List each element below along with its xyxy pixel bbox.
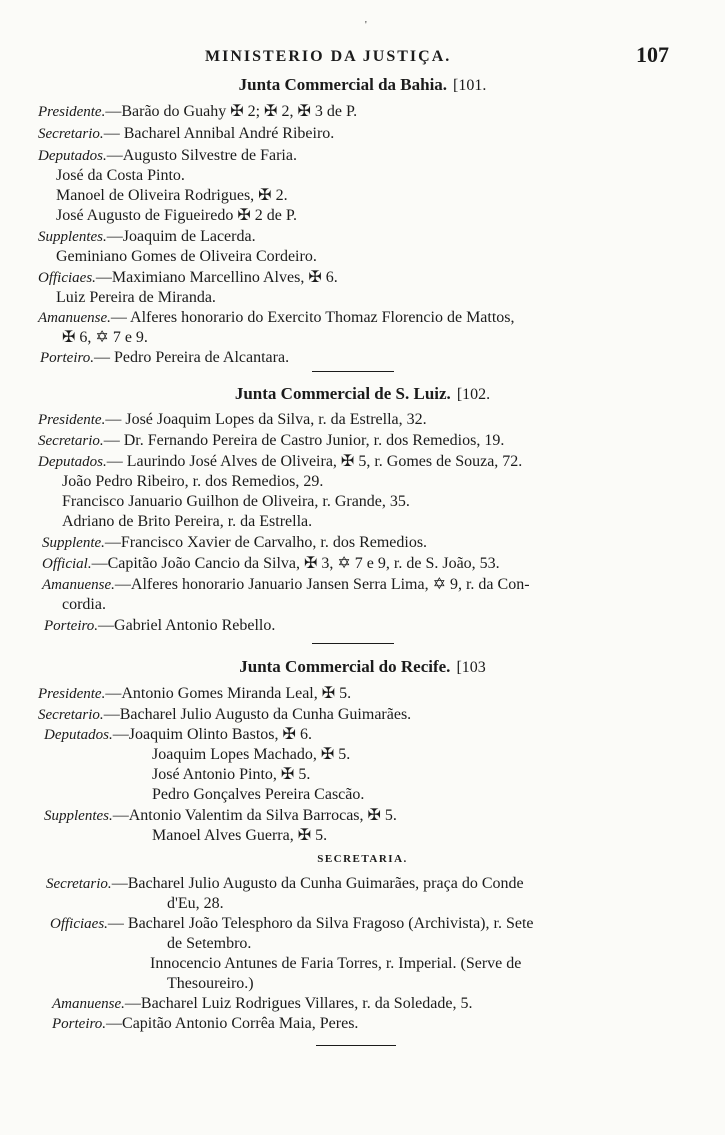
entry-line <box>167 934 251 954</box>
section-divider <box>312 371 394 372</box>
entry-text: de Setembro. <box>167 935 252 952</box>
role-label: Porteiro. <box>44 618 99 634</box>
entry-text: —Alferes honorario Januario Jansen Serra Lima, ✡ 9, r. da Con- <box>114 576 530 593</box>
role-label: Presidente. <box>38 412 106 428</box>
entry-line <box>62 492 410 512</box>
entry-text: —Joaquim Olinto Bastos, ✠ 6. <box>112 726 312 743</box>
entry-line <box>38 705 411 725</box>
entry-text: José Antonio Pinto, ✠ 5. <box>152 766 311 783</box>
entry-text: — Dr. Fernando Pereira de Castro Junior, r. dos Remedios, 19. <box>103 432 505 449</box>
entry-text: —Barão do Guahy ✠ 2; ✠ 2, ✠ 3 de P. <box>105 103 358 120</box>
entry-line <box>56 206 297 226</box>
role-label: Porteiro. <box>40 350 95 366</box>
entry-line <box>150 954 521 974</box>
entry-text: ✠ 6, ✡ 7 e 9. <box>62 329 148 346</box>
running-head <box>0 42 725 68</box>
role-label: Supplente. <box>42 535 105 551</box>
role-label: Supplentes. <box>44 808 113 824</box>
entry-line <box>42 533 427 553</box>
entry-text: Francisco Januario Guilhon de Oliveira, r. Grande, 35. <box>62 493 410 510</box>
section-divider <box>316 1045 396 1046</box>
entry-text: d'Eu, 28. <box>167 895 224 912</box>
role-label: Deputados. <box>38 454 107 470</box>
entry-text: cordia. <box>62 596 106 613</box>
entry-line <box>50 914 534 934</box>
role-label: Official. <box>42 556 92 572</box>
entry-line <box>62 512 312 532</box>
role-label: Officiaes. <box>38 270 96 286</box>
entry-text: Manoel de Oliveira Rodrigues, ✠ 2. <box>56 187 288 204</box>
role-label: Presidente. <box>38 686 106 702</box>
entry-line <box>56 186 288 206</box>
entry-text: —Bacharel Luiz Rodrigues Villares, r. da Soledade, 5. <box>124 995 473 1012</box>
entry-line <box>52 1014 358 1034</box>
role-label: Officiaes. <box>50 916 108 932</box>
entry-text: Geminiano Gomes de Oliveira Cordeiro. <box>56 248 317 265</box>
entry-line <box>38 684 351 704</box>
role-label: Deputados. <box>38 148 107 164</box>
entry-text: Pedro Gonçalves Pereira Cascão. <box>152 786 365 803</box>
entry-text: Manoel Alves Guerra, ✠ 5. <box>152 827 328 844</box>
entry-line <box>40 348 289 368</box>
entry-line <box>38 452 522 472</box>
section-title-recife <box>0 657 725 677</box>
entry-text: —Antonio Valentim da Silva Barrocas, ✠ 5. <box>112 807 397 824</box>
entry-text: —Bacharel Julio Augusto da Cunha Guimarães, praça do Conde <box>111 875 524 892</box>
role-label: Secretario. <box>46 876 112 892</box>
entry-line <box>42 575 530 595</box>
entry-line <box>38 124 334 144</box>
role-label: Presidente. <box>38 104 106 120</box>
entry-line <box>42 554 500 574</box>
role-label: Amanuense. <box>42 577 115 593</box>
entry-text: — Bacharel João Telesphoro da Silva Fragoso (Archivista), r. Sete <box>107 915 534 932</box>
entry-line <box>38 308 515 328</box>
entry-line <box>46 874 524 894</box>
role-label: Deputados. <box>44 727 113 743</box>
entry-line <box>167 974 254 994</box>
section-ref: [102. <box>456 386 491 403</box>
entry-line <box>38 410 427 430</box>
entry-text: Adriano de Brito Pereira, r. da Estrella. <box>62 513 313 530</box>
entry-text: —Gabriel Antonio Rebello. <box>98 617 276 634</box>
entry-text: —Capitão Antonio Corrêa Maia, Peres. <box>106 1015 359 1032</box>
section-title-sao-luiz <box>0 384 725 404</box>
running-title: MINISTERIO DA JUSTIÇA. <box>205 48 452 65</box>
entry-line <box>38 227 256 247</box>
entry-text: Luiz Pereira de Miranda. <box>56 289 216 306</box>
entry-line <box>152 826 327 846</box>
entry-text: José Augusto de Figueiredo ✠ 2 de P. <box>56 207 297 224</box>
entry-line <box>152 785 364 805</box>
entry-line <box>152 765 310 785</box>
entry-text: —Francisco Xavier de Carvalho, r. dos Remedios. <box>104 534 428 551</box>
section-ref: [103 <box>456 659 486 676</box>
print-speck: ' <box>365 20 367 31</box>
entry-text: —Augusto Silvestre de Faria. <box>106 147 297 164</box>
section-divider <box>312 643 394 644</box>
entry-text: José da Costa Pinto. <box>56 167 185 184</box>
entry-text: — José Joaquim Lopes da Silva, r. da Estrella, 32. <box>105 411 427 428</box>
section-heading: Junta Commercial da Bahia. <box>238 75 448 94</box>
entry-text: —Bacharel Julio Augusto da Cunha Guimarães. <box>103 706 412 723</box>
entry-text: — Alferes honorario do Exercito Thomaz Florencio de Mattos, <box>110 309 515 326</box>
entry-line <box>44 616 275 636</box>
entry-line <box>38 268 338 288</box>
subsection-title: SECRETARIA. <box>317 853 408 865</box>
entry-text: Innocencio Antunes de Faria Torres, r. Imperial. (Serve de <box>150 955 522 972</box>
entry-text: — Laurindo José Alves de Oliveira, ✠ 5, r. Gomes de Souza, 72. <box>106 453 523 470</box>
entry-text: — Bacharel Annibal André Ribeiro. <box>103 125 335 142</box>
role-label: Secretario. <box>38 126 104 142</box>
entry-text: —Joaquim de Lacerda. <box>106 228 256 245</box>
entry-text: —Antonio Gomes Miranda Leal, ✠ 5. <box>105 685 352 702</box>
role-label: Secretario. <box>38 433 104 449</box>
entry-line <box>56 247 317 267</box>
entry-line <box>62 328 148 348</box>
entry-line <box>167 894 224 914</box>
role-label: Amanuense. <box>52 996 125 1012</box>
entry-text: —Maximiano Marcellino Alves, ✠ 6. <box>95 269 338 286</box>
entry-text: João Pedro Ribeiro, r. dos Remedios, 29. <box>62 473 324 490</box>
entry-line <box>38 146 297 166</box>
role-label: Supplentes. <box>38 229 107 245</box>
entry-line <box>44 806 397 826</box>
section-heading: Junta Commercial de S. Luiz. <box>234 384 451 403</box>
entry-text: Joaquim Lopes Machado, ✠ 5. <box>152 746 351 763</box>
role-label: Secretario. <box>38 707 104 723</box>
entry-line <box>56 288 216 308</box>
entry-line <box>56 166 185 186</box>
entry-text: —Capitão João Cancio da Silva, ✠ 3, ✡ 7 e 9, r. de S. João, 53. <box>91 555 500 572</box>
entry-text: — Pedro Pereira de Alcantara. <box>94 349 290 366</box>
entry-line <box>52 994 472 1014</box>
section-ref: [101. <box>453 77 487 94</box>
entry-text: Thesoureiro.) <box>167 975 254 992</box>
entry-line <box>38 431 504 451</box>
section-title-bahia <box>0 75 725 95</box>
entry-line <box>62 595 106 615</box>
entry-line <box>152 745 350 765</box>
page-number: 107 <box>636 42 669 67</box>
entry-line <box>44 725 312 745</box>
role-label: Porteiro. <box>52 1016 107 1032</box>
entry-line <box>38 102 357 122</box>
entry-line <box>62 472 323 492</box>
role-label: Amanuense. <box>38 310 111 326</box>
section-heading: Junta Commercial do Recife. <box>239 657 451 676</box>
